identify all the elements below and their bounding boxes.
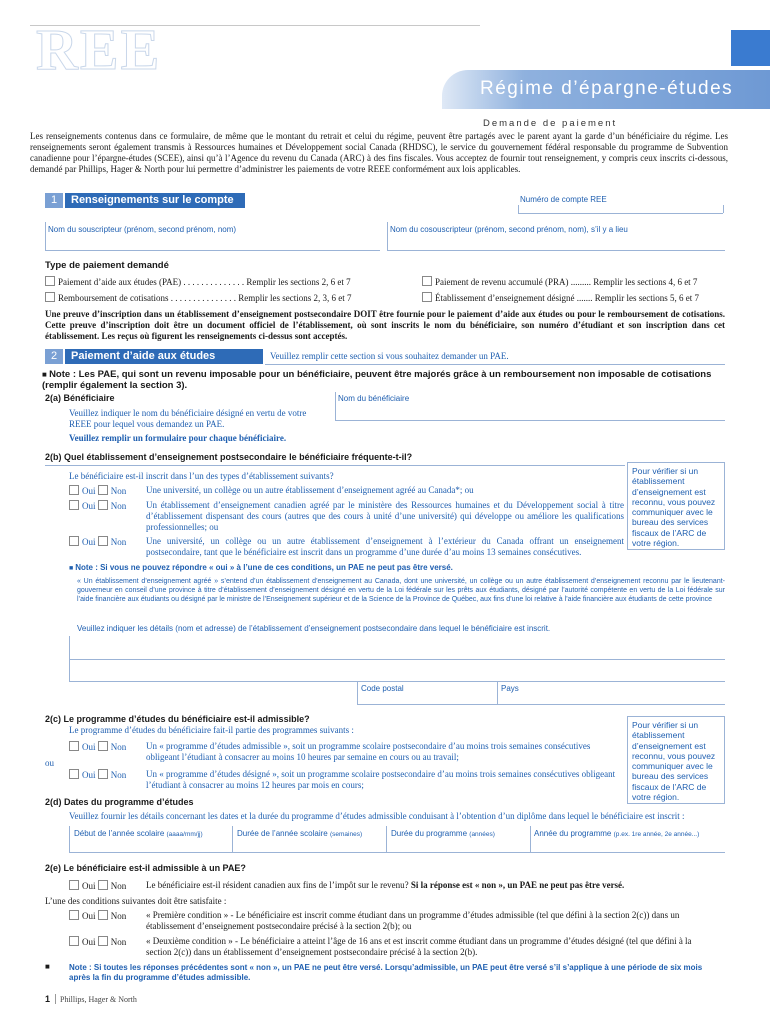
no-label: Non <box>110 501 127 511</box>
field-tick <box>69 826 70 852</box>
checkbox-pae[interactable] <box>45 276 55 286</box>
checkbox-b1-no[interactable] <box>98 485 108 495</box>
checkbox-b2-no[interactable] <box>98 500 108 510</box>
checkbox-e3-no[interactable] <box>98 936 108 946</box>
section2c-label: 2(c) Le programme d’études du bénéficiaire est-il admissible? <box>45 714 310 724</box>
option-designated-label: Établissement d’enseignement désigné ....... Remplir les sections 5, 6 et 7 <box>435 293 699 303</box>
option-designated[interactable] <box>422 292 699 304</box>
section1-number: 1 <box>45 193 63 208</box>
checkbox-b3-no[interactable] <box>98 536 108 546</box>
e-q1-warning: Si la réponse est « non », un PAE ne peut pas être versé. <box>410 880 625 890</box>
checkbox-c1-no[interactable] <box>98 741 108 751</box>
section2e-label: 2(e) Le bénéficiaire est-il admissible à un PAE? <box>45 863 246 873</box>
checkbox-b2-yes[interactable] <box>69 500 79 510</box>
e-opt1-text: « Première condition » - Le bénéficiaire est inscrit comme étudiant dans un programme d’études admissible (tel que défini à la section 2(c)) dans un établissement d’enseignement postsecondaire précisé à la section 2(b); ou <box>146 910 680 931</box>
bullet-icon: ■ <box>45 962 50 971</box>
checkbox-c2-no[interactable] <box>98 769 108 779</box>
option-refund[interactable] <box>45 292 351 304</box>
cosubscriber-label: Nom du cosouscripteur (prénom, second prénom, nom), s’il y a lieu <box>390 225 628 234</box>
no-label: Non <box>110 937 127 947</box>
checkbox-e1-yes[interactable] <box>69 880 79 890</box>
program-year-unit: (p.ex. 1re année, 2e année...) <box>613 831 700 838</box>
checkbox-designated[interactable] <box>422 292 432 302</box>
checkbox-e3-yes[interactable] <box>69 936 79 946</box>
institution-name-field[interactable] <box>69 659 725 660</box>
b-opt2-choices[interactable] <box>69 500 126 512</box>
field-tick <box>497 682 498 704</box>
field-tick <box>723 205 724 213</box>
postal-country-field[interactable] <box>357 704 725 705</box>
field-tick <box>530 826 531 852</box>
checkbox-c2-yes[interactable] <box>69 769 79 779</box>
section2b-note <box>69 563 453 572</box>
yes-label: Oui <box>82 911 96 921</box>
section2b-footnote: « Un établissement d’enseignement agréé » s’entend d’un établissement d’enseignement au Canada, dont une université, un collège ou un autre établissement d’enseignement reconnu par le lieutenant-gouverneur en conseil d’une province à titre d’établissement d’enseignement désigné en vertu de la Loi fédérale sur les prêts aux étudiants, désigné par l’autorité compétente en vertu de la Loi fédérale sur l’aide financière aux étudiants ou désigné par le ministre de l’Enseignement supérieur et de la Science de la Province de Québec, aux fins d’une loi relative à l’aide financière aux étudiants de cette province <box>77 578 725 603</box>
section2a-bold: Veuillez remplir un formulaire pour chaque bénéficiaire. <box>69 433 287 443</box>
school-year-start-label <box>74 829 203 840</box>
program-length-unit: (années) <box>469 831 495 838</box>
header-corner-block <box>731 30 770 66</box>
page-subtitle: Demande de paiement <box>483 118 618 129</box>
option-pra[interactable] <box>422 276 697 288</box>
option-pae[interactable] <box>45 276 351 288</box>
field-tick <box>232 826 233 852</box>
b-opt1-choices[interactable] <box>69 485 126 497</box>
section1-title: Renseignements sur le compte <box>65 193 245 208</box>
section2c-question: Le programme d’études du bénéficiaire fait-il partie des programmes suivants : <box>69 725 354 735</box>
section2-title: Paiement d’aide aux études <box>65 349 263 364</box>
school-year-length-text: Durée de l’année scolaire <box>237 829 328 838</box>
program-year-label <box>534 829 699 840</box>
section2-number: 2 <box>45 349 63 364</box>
c-or-label: ou <box>45 758 54 768</box>
yes-label: Oui <box>82 770 96 780</box>
field-tick <box>357 682 358 704</box>
option-refund-label: Remboursement de cotisations . . . . . . . . . . . . . . . Remplir les sections 2, 3, 6 et 7 <box>58 293 352 303</box>
no-label: Non <box>110 742 127 752</box>
e-opt1-choices[interactable] <box>69 910 126 922</box>
section2b-rule <box>45 465 625 466</box>
no-label: Non <box>110 770 127 780</box>
yes-label: Oui <box>82 486 96 496</box>
no-label: Non <box>110 911 127 921</box>
beneficiary-name-field[interactable] <box>335 420 725 421</box>
checkbox-c1-yes[interactable] <box>69 741 79 751</box>
account-number-field[interactable] <box>518 213 723 214</box>
school-year-start-unit: (aaaa/mm/jj) <box>166 831 203 838</box>
checkbox-e2-yes[interactable] <box>69 910 79 920</box>
logo: REE <box>36 17 162 82</box>
section2-note-text: Note : Les PAE, qui sont un revenu imposable pour un bénéficiaire, peuvent être majorés grâce à un remboursement non imposable de cotisations (remplir également la section 3). <box>42 369 712 391</box>
no-label: Non <box>110 537 127 547</box>
section2a-text: Veuillez indiquer le nom du bénéficiaire désigné en vertu de votre REEE pour lequel vous demandez un PAE. <box>69 408 307 429</box>
no-label: Non <box>110 881 127 891</box>
section2-rule <box>265 364 725 365</box>
section2a-label: 2(a) Bénéficiaire <box>45 393 115 403</box>
field-tick <box>69 660 70 681</box>
section2b-note-text: Note : Si vous ne pouvez répondre « oui » à l’une de ces conditions, un PAE ne peut pas être versé. <box>75 563 453 572</box>
beneficiary-name-label: Nom du bénéficiaire <box>338 394 410 403</box>
section2d-text: Veuillez fournir les détails concernant les dates et la durée du programme d’études admissible conduisant à l’obtention d’un diplôme dans lequel le bénéficiaire est inscrit : <box>69 811 685 821</box>
yes-label: Oui <box>82 742 96 752</box>
yes-label: Oui <box>82 537 96 547</box>
section2b-question: Le bénéficiaire est-il inscrit dans l’un des types d’établissement suivants? <box>69 471 334 481</box>
program-length-text: Durée du programme <box>391 829 468 838</box>
e-q1-text <box>146 880 726 891</box>
checkbox-b1-yes[interactable] <box>69 485 79 495</box>
side-note-2: Pour vérifier si un établissement d’enseignement est reconnu, vous pouvez communiquer avec le bureau des services fiscaux de l’ARC de votre région. <box>627 716 725 804</box>
school-year-length-label <box>237 829 362 840</box>
yes-label: Oui <box>82 501 96 511</box>
country-label: Pays <box>501 684 519 693</box>
checkbox-e1-no[interactable] <box>98 880 108 890</box>
field-tick <box>335 392 336 420</box>
footer-company: Phillips, Hager & North <box>60 995 137 1004</box>
field-tick <box>69 636 70 659</box>
program-dates-field[interactable] <box>69 852 725 853</box>
e-opt2-choices[interactable] <box>69 936 126 948</box>
page-title: Régime d’épargne-études <box>480 78 734 99</box>
school-year-start-text: Début de l’année scolaire <box>74 829 165 838</box>
yes-label: Oui <box>82 881 96 891</box>
c-opt2-choices[interactable] <box>69 769 126 781</box>
side-note-1: Pour vérifier si un établissement d’enseignement est reconnu, vous pouvez communiquer avec le bureau des services fiscaux de l’ARC de votre région. <box>627 462 725 550</box>
field-tick <box>387 222 388 250</box>
bullet-icon: ■ <box>69 565 76 572</box>
checkbox-refund[interactable] <box>45 292 55 302</box>
postal-code-label: Code postal <box>361 684 404 693</box>
option-pae-label: Paiement d’aide aux études (PAE) . . . . . . . . . . . . . . Remplir les sections 2, 6 et 7 <box>58 277 351 287</box>
payment-type-label: Type de paiement demandé <box>45 260 169 271</box>
school-year-length-unit: (semaines) <box>329 831 363 838</box>
b-opt1-text: Une université, un collège ou un autre établissement d’enseignement agréé au Canada*; ou <box>146 485 474 495</box>
e-q1-choices[interactable] <box>69 880 126 892</box>
c-opt1-choices[interactable] <box>69 741 126 753</box>
e-opt2-text: « Deuxième condition » - Le bénéficiaire a atteint l’âge de 16 ans et est inscrit comme étudiant dans un programme d’études désigné (tel que défini à la section 2(c)) dans un établissement d’enseignement postsecondaire précisé à la section 2(b). <box>146 936 692 957</box>
subscriber-label: Nom du souscripteur (prénom, second prénom, nom) <box>48 225 237 234</box>
section2e-note: Note : Si toutes les réponses précédentes sont « non », un PAE ne peut être versé. Lorsqu’admissible, un PAE peut être versé s’il s’applique à une période de six mois après la fin du programme d’études admissible. <box>69 963 703 982</box>
field-tick <box>518 205 519 213</box>
checkbox-e2-no[interactable] <box>98 910 108 920</box>
bullet-icon: ■ <box>42 370 50 379</box>
program-length-label <box>391 829 495 840</box>
c-opt1-text: Un « programme d’études admissible », soit un programme scolaire postsecondaire d’au moins trois semaines consécutives obligeant l’étudiant à consacrer au moins 10 heures par semaine en cours ou au travail; <box>146 741 591 762</box>
checkbox-pra[interactable] <box>422 276 432 286</box>
e-q1-question: Le bénéficiaire est-il résident canadien aux fins de l’impôt sur le revenu? <box>146 880 409 890</box>
section2-note <box>42 369 732 391</box>
section2-instruction: Veuillez remplir cette section si vous souhaitez demander un PAE. <box>270 351 509 361</box>
program-year-text: Année du programme <box>534 829 612 838</box>
footer-divider <box>55 994 56 1004</box>
subscriber-field[interactable] <box>45 250 380 251</box>
b-opt3-text: Une université, un collège ou un autre établissement d’enseignement à l’extérieur du Canada offrant un enseignement postsecondaire, tant que le bénéficiaire est inscrit dans un programme d’une durée d’au moins 13 semaines consécutives. <box>146 536 624 557</box>
option-pra-label: Paiement de revenu accumulé (PRA) ......... Remplir les sections 4, 6 et 7 <box>435 277 698 287</box>
proof-note: Une preuve d’inscription dans un établissement d’enseignement postsecondaire DOIT être fournie pour le paiement d’aide aux études ou pour le remboursement de cotisations. Cette preuve d’inscription doit être un document officiel de l’établissement, où sont inscrits le nom du bénéficiaire, son numéro d’étudiant et son inscription dans cet établissement. Les reçus où figurent les renseignements ci-dessus sont acceptés. <box>45 309 725 341</box>
b-opt3-choices[interactable] <box>69 536 126 548</box>
yes-label: Oui <box>82 937 96 947</box>
section2b-details: Veuillez indiquer les détails (nom et adresse) de l’établissement d’enseignement postsecondaire dans lequel le bénéficiaire est inscrit. <box>77 624 551 633</box>
page-number: 1 <box>45 994 51 1004</box>
c-opt2-text: Un « programme d’études désigné », soit un programme scolaire postsecondaire d’au moins trois semaines consécutives obligeant l’étudiant à consacrer au moins 12 heures par mois en cours; <box>146 769 616 790</box>
section2d-label: 2(d) Dates du programme d’études <box>45 797 194 807</box>
institution-address-field[interactable] <box>69 681 725 682</box>
b-opt2-text: Un établissement d’enseignement canadien agréé par le ministère des Ressources humaines et du Développement social à titre d’établissement dispensant des cours (autres que des cours à unité d’une université) qui développe ou améliore les qualifications professionnelles; ou <box>146 500 624 532</box>
section2b-label: 2(b) Quel établissement d’enseignement postsecondaire le bénéficiaire fréquente-t-il? <box>45 452 413 462</box>
field-tick <box>386 826 387 852</box>
account-number-label: Numéro de compte REE <box>520 195 607 204</box>
e-conditions-label: L’une des conditions suivantes doit être satisfaite : <box>45 896 227 906</box>
no-label: Non <box>110 486 127 496</box>
intro-paragraph: Les renseignements contenus dans ce formulaire, de même que le montant du retrait et celui du régime, peuvent être partagés avec le parent ayant la garde d’un bénéficiaire du régime. Les renseignements seront également transmis à Ressources humaines et Développement social Canada (RHDSC), le service du gouvernement fédéral responsable du programme de Subvention canadienne pour l’épargne-études (SCEE), ainsi qu’à l’Agence du revenu du Canada (ARC) à des fins fiscales. Vous acceptez de fournir tout renseignement, y compris ceux inscrits ci-dessous, demandé par Phillips, Hager & North pour lui permettre d’administrer les paiements de votre REEE conformément aux lois applicables. <box>30 131 728 174</box>
field-tick <box>45 222 46 250</box>
checkbox-b3-yes[interactable] <box>69 536 79 546</box>
cosubscriber-field[interactable] <box>387 250 725 251</box>
